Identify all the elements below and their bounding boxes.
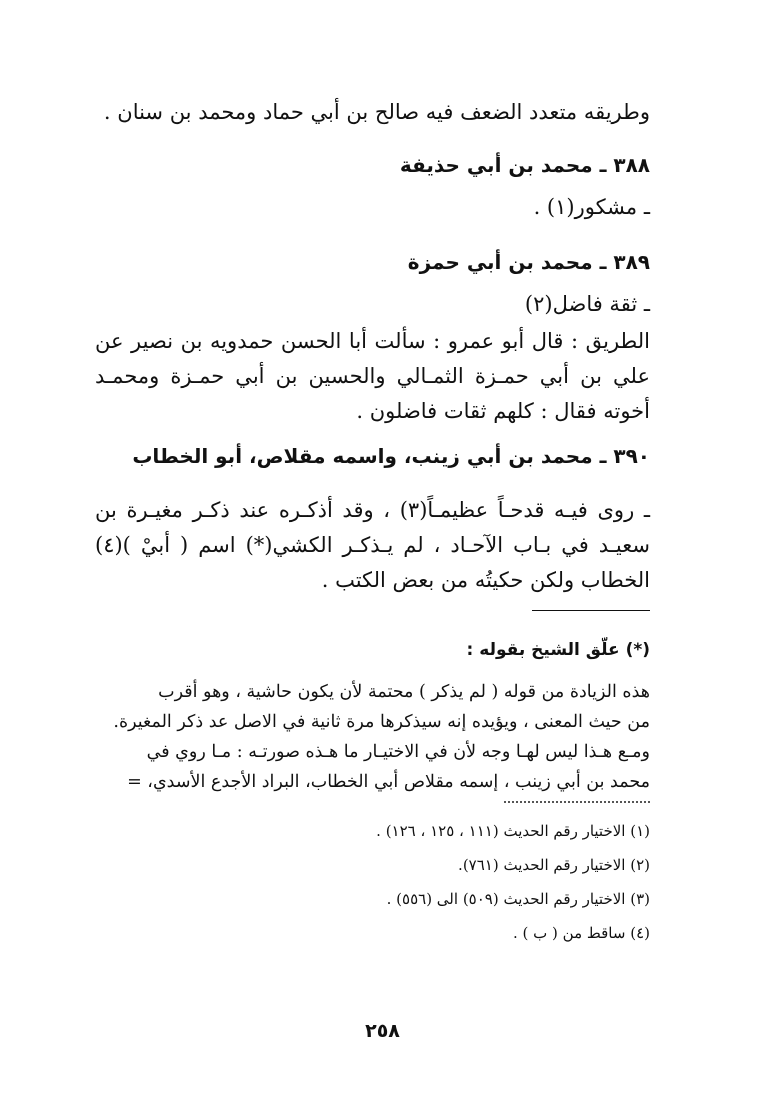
footnote-item: (١) الاختيار رقم الحديث (١١١ ، ١٢٥ ، ١٢٦) .: [376, 822, 650, 840]
entry-388-line: ـ مشكور(١) .: [533, 195, 650, 219]
note-line: من حيث المعنى ، ويؤيده إنه سيذكرها مرة ثانية في الاصل عد ذكر المغيرة.: [113, 712, 650, 732]
footnote-item: (٤) ساقط من ( ب ) .: [513, 924, 650, 942]
note-heading: (*) علّق الشيخ بقوله :: [466, 640, 650, 660]
intro-paragraph: وطريقه متعدد الضعف فيه صالح بن أبي حماد ومحمد بن سنان .: [103, 100, 650, 124]
entry-389-path: الطريق : قال أبو عمرو : سألت أبا الحسن حمدويه بن نصير عن علي بن أبي حمـزة الثمـالي والحسين بن أبي حمـزة ومحمـد أخوته فقال : كلهم ثقات فاضلون .: [95, 329, 650, 423]
footnote-divider: [504, 801, 650, 803]
page-number: ٢٥٨: [365, 1020, 400, 1042]
note-line: محمد بن أبي زينب ، إسمه مقلاص أبي الخطاب، البراد الأجدع الأسدي، =: [127, 772, 650, 792]
footnote-item: (٢) الاختيار رقم الحديث (٧٦١).: [458, 856, 650, 874]
entry-389-line: ـ ثقة فاضل(٢): [524, 292, 650, 316]
entry-390-title: ٣٩٠ ـ محمد بن أبي زينب، واسمه مقلاص، أبو الخطاب: [132, 444, 650, 468]
note-line: هذه الزيادة من قوله ( لم يذكر ) محتمة لأن يكون حاشية ، وهو أقرب: [158, 682, 650, 702]
footnotes: [95, 819, 650, 945]
section-divider: [532, 610, 650, 611]
note-body: [95, 677, 650, 797]
page-content: [95, 95, 650, 945]
note-line: ومـع هـذا ليس لهـا وجه لأن في الاختيـار ما هـذه صورتـه : مـا روي في: [146, 742, 650, 762]
entry-388-title: ٣٨٨ ـ محمد بن أبي حذيفة: [399, 153, 650, 177]
entry-390-text: ـ روى فيـه قدحـاً عظيمـاً(٣) ، وقد أذكـره عند ذكـر مغيـرة بن سعيـد في بـاب الآحـاد ، لم يـذكـر الكشي(*) اسم ( أبيْ )(٤) الخطاب ولكن حكيتُه من بعض الكتب .: [95, 498, 651, 592]
footnote-item: (٣) الاختيار رقم الحديث (٥٠٩) الى (٥٥٦) .: [386, 890, 650, 908]
entry-389-title: ٣٨٩ ـ محمد بن أبي حمزة: [407, 250, 650, 274]
